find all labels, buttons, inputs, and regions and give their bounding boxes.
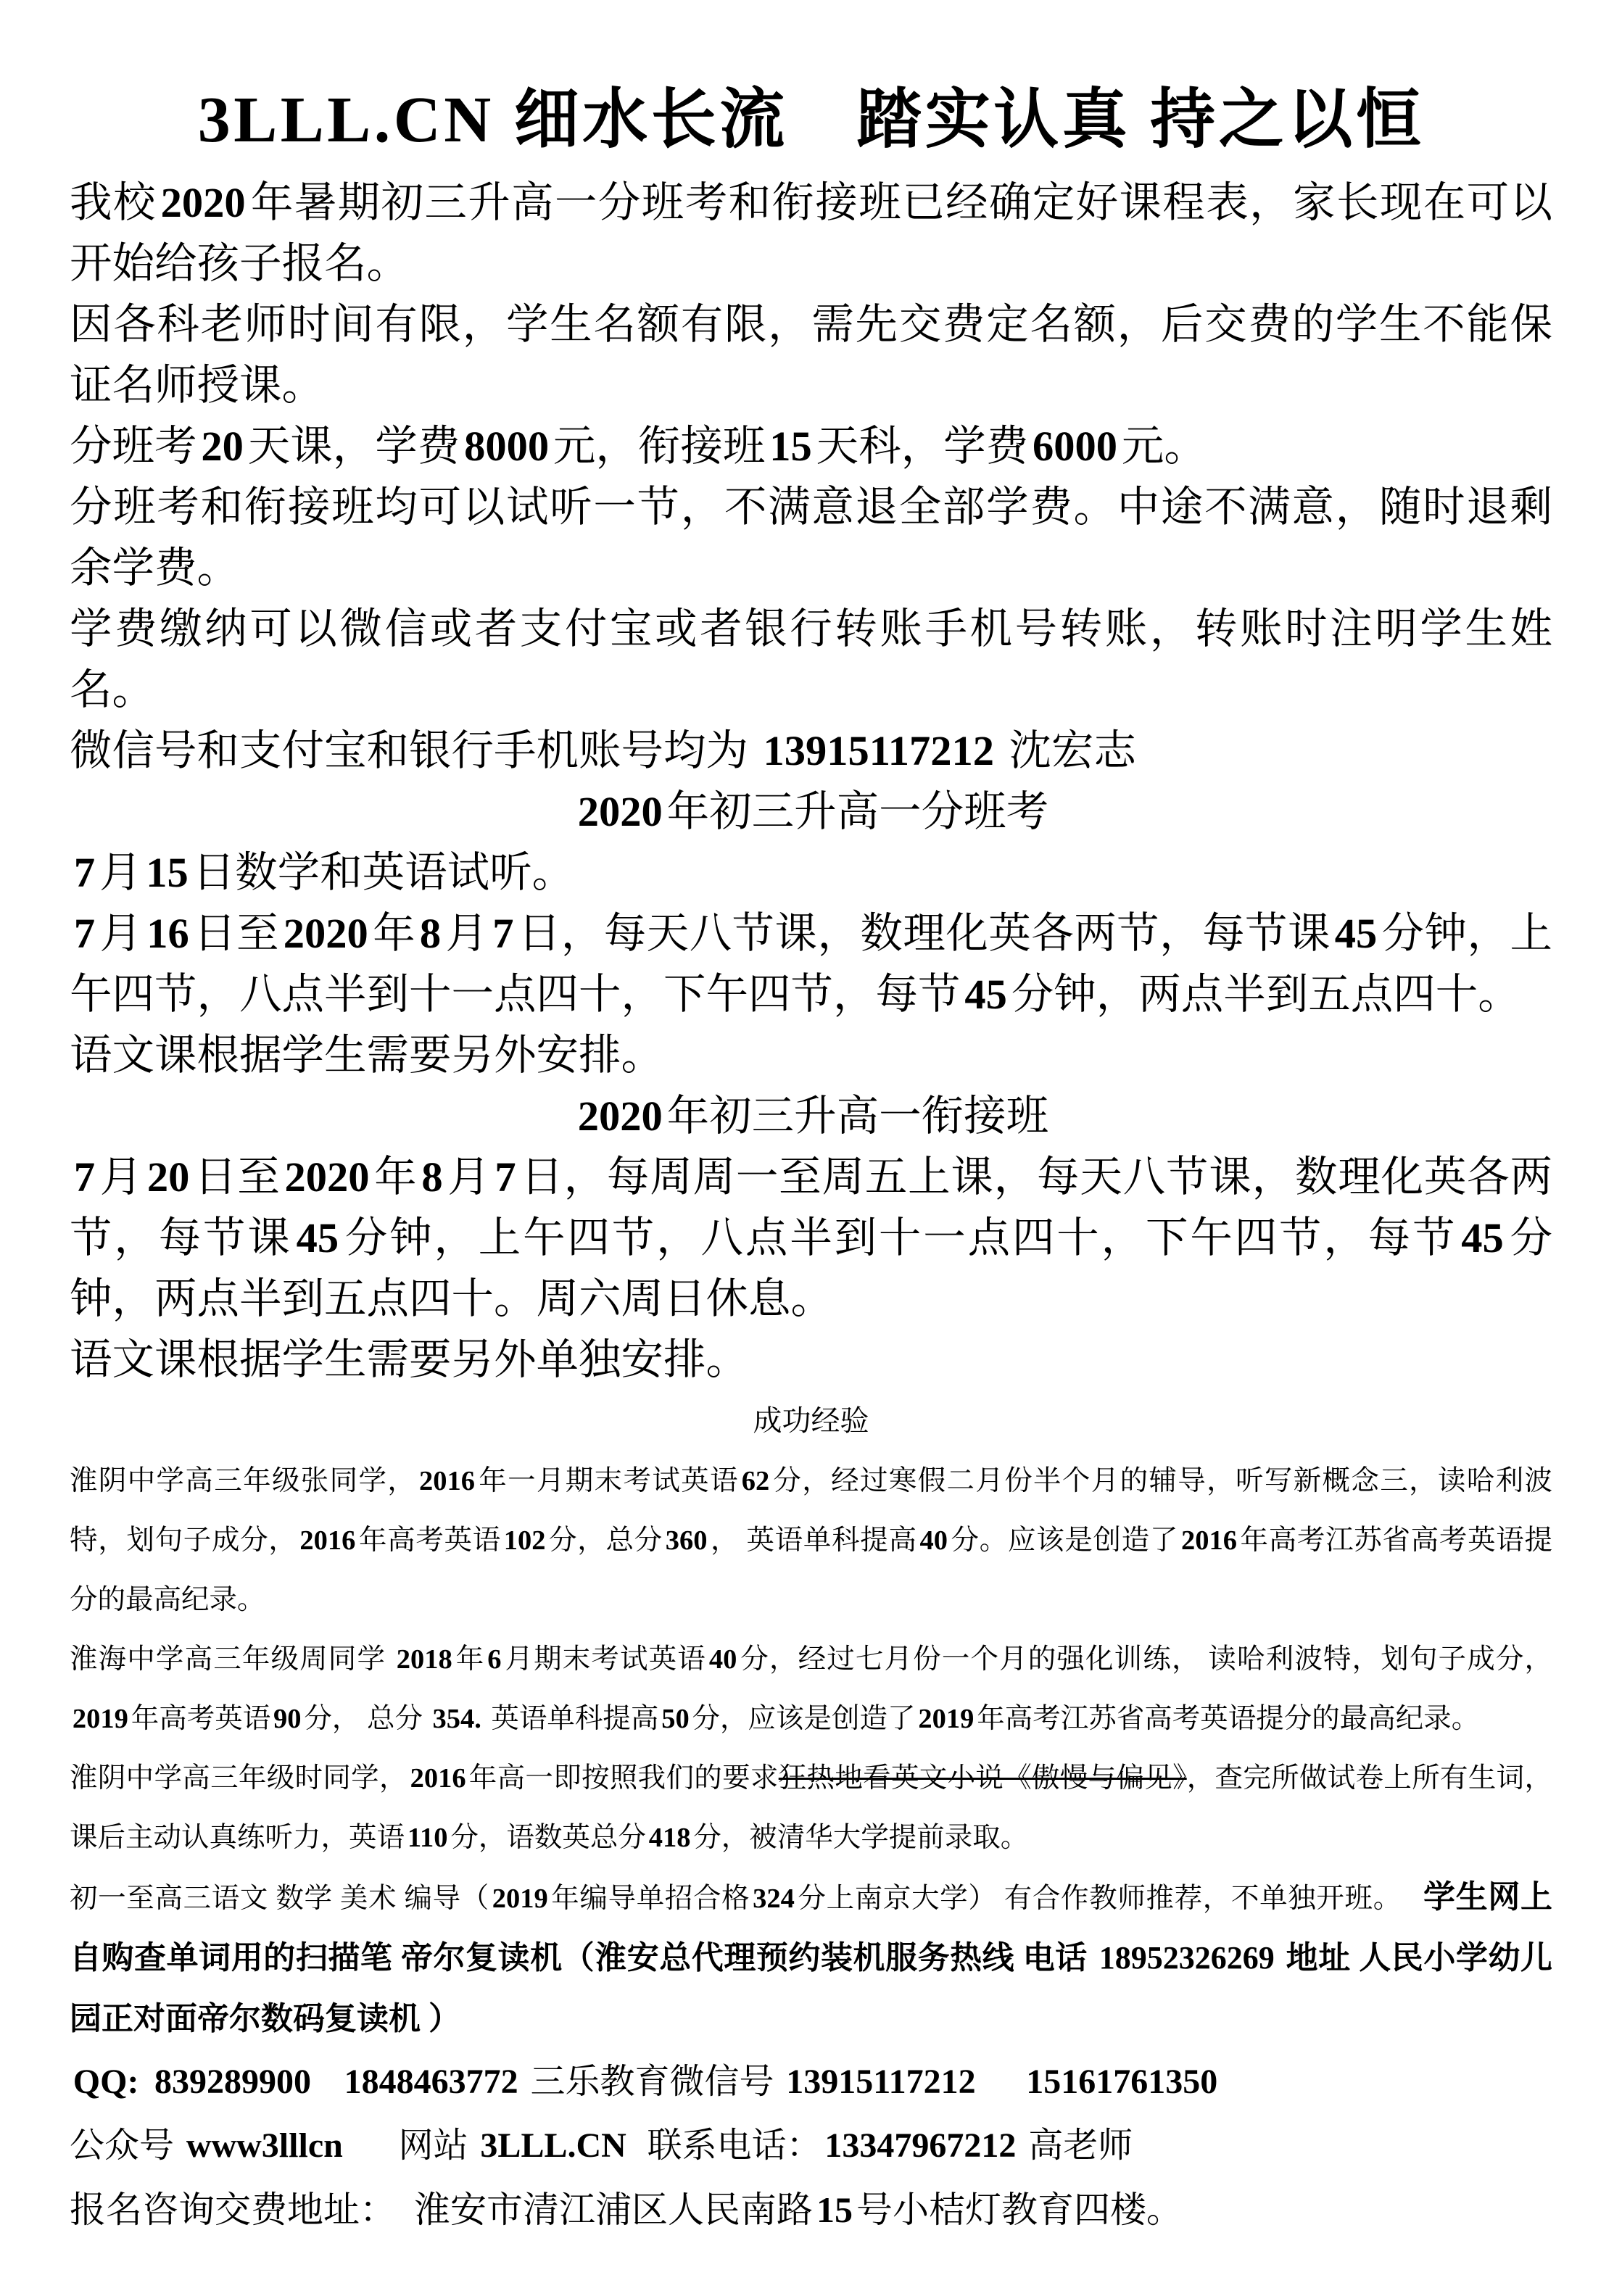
latin-number-run: 45	[964, 971, 1007, 1018]
latin-number-run: 2019	[918, 1704, 975, 1734]
text-run: 报名咨询交费地址： 淮安市清江浦区人民南路 15 号小桔灯教育四楼。	[70, 2189, 1183, 2230]
latin-number-run: 45	[1461, 1214, 1504, 1261]
text-run: 微信号和支付宝和银行手机账号均为 13915117212 沈宏志	[70, 727, 1136, 774]
latin-number-run: 13915117212	[763, 727, 995, 774]
text-run: 语文课根据学生需要另外安排。	[70, 1032, 664, 1079]
text-run: 淮阴中学高三年级张同学，2016年一月期末考试英语62分，经过寒假二月份半个月的辅导，听写新概念三，读哈利波特，划句子成分，2016年高考英语102分，总分360， 英语单科提高40分。应该是创造了2016年高考江苏省高考英语提分的最高纪录。	[70, 1466, 1552, 1615]
latin-number-run: 20	[146, 1153, 190, 1201]
success-story-1	[70, 1451, 1552, 1630]
latin-number-run: 418	[648, 1823, 691, 1853]
document-content	[70, 173, 1552, 2242]
text-run: 分班考20天课，学费8000元，衔接班15天科，学费6000元。	[70, 423, 1207, 470]
success-stories-heading	[70, 1391, 1552, 1451]
latin-number-run: 7	[73, 849, 96, 896]
struck-text-run: 狂热地看英文小说《傲慢与偏见》	[778, 1763, 1187, 1794]
text-run: 2020年初三升高一分班考	[577, 788, 1049, 835]
latin-number-run: 6	[487, 1644, 502, 1675]
latin-number-run: 6000	[1032, 423, 1117, 470]
latin-number-run: 2020	[577, 1093, 663, 1140]
intro-paragraph	[70, 173, 1552, 294]
text-run: 分班考和衔接班均可以试听一节，不满意退全部学费。中途不满意，随时退剩余学费。	[70, 484, 1552, 592]
text-run: QQ: 839289900 1848463772 三乐教育微信号 13915117212 15161761350	[73, 2063, 1218, 2101]
chinese-class-note-paragraph	[70, 1025, 1552, 1086]
latin-number-run: 7	[73, 1153, 96, 1201]
courses-and-products-paragraph	[70, 1868, 1552, 2050]
latin-number-run: QQ:	[73, 2063, 139, 2101]
latin-number-run: 40	[919, 1525, 948, 1556]
latin-number-run: 15161761350	[1026, 2063, 1218, 2101]
latin-number-run: 8	[419, 910, 442, 957]
text-run: 7月16日至2020年8月7日，每天八节课，数理化英各两节，每节课45分钟，上午四节，八点半到十一点四十，下午四节，每节45分钟，两点半到五点四十。	[70, 910, 1552, 1018]
latin-number-run: 3LLL.CN	[480, 2126, 626, 2165]
latin-number-run: 2019	[72, 1704, 128, 1734]
text-run: 初一至高三语文 数学 美术 编导（2019年编导单招合格324分上南京大学） 有合作教师推荐，不单独开班。	[70, 1883, 1424, 1914]
latin-number-run: 62	[741, 1466, 770, 1496]
text-run: 2020年初三升高一衔接班	[577, 1093, 1049, 1140]
latin-number-run: 7	[495, 1153, 516, 1201]
latin-number-run: 102	[503, 1525, 546, 1556]
text-run: 7月20日至2020年8月7日，每周周一至周五上课，每天八节课，数理化英各两节，每节课45分钟，上午四节，八点半到十一点四十，下午四节，每节45分钟，两点半到五点四十。周六周日休息。	[70, 1153, 1552, 1322]
latin-number-run: www3lllcn	[186, 2126, 343, 2165]
latin-number-run: 2018	[396, 1644, 452, 1675]
latin-number-run: 2020	[284, 1153, 370, 1201]
latin-number-run: 324	[753, 1883, 795, 1914]
latin-number-run: 18952326269	[1098, 1940, 1275, 1976]
latin-number-run: 50	[661, 1704, 690, 1734]
latin-number-run: 45	[1334, 910, 1378, 957]
page-title: 3LLL.CN 细水长流 踏实认真 持之以恒	[197, 84, 1425, 156]
latin-number-run: 2020	[160, 179, 246, 226]
latin-number-run: 2016	[1180, 1525, 1237, 1556]
latin-number-run: 90	[273, 1704, 302, 1734]
placement-schedule-paragraph	[70, 903, 1552, 1025]
text-run: 学费缴纳可以微信或者支付宝或者银行转账手机号转账，转账时注明学生姓名。	[70, 605, 1552, 713]
refund-paragraph	[70, 477, 1552, 599]
teacher-limit-paragraph	[70, 294, 1552, 416]
text-run: 成功经验	[753, 1404, 869, 1437]
bridge-schedule-paragraph	[70, 1147, 1552, 1330]
latin-number-run: 8	[421, 1153, 443, 1201]
address-line	[70, 2178, 1552, 2242]
latin-number-run: 2016	[299, 1525, 356, 1556]
success-story-2	[70, 1630, 1552, 1749]
latin-number-run: 839289900	[154, 2063, 312, 2101]
latin-number-run: 20	[201, 423, 244, 470]
text-run: 我校2020年暑期初三升高一分班考和衔接班已经确定好课程表，家长现在可以开始给孩子报名。	[70, 179, 1552, 287]
trial-date-paragraph	[70, 842, 1552, 903]
text-run: 淮阴中学高三年级时同学，2016年高一即按照我们的要求	[70, 1763, 779, 1794]
text-run: ，查完所做试卷上所有生词，课后主动认真练听力，英语110分，语数英总分418分，被清华大学提前录取。	[70, 1763, 1552, 1853]
latin-number-run: 7	[492, 910, 514, 957]
payment-method-paragraph	[70, 599, 1552, 721]
latin-number-run: 354.	[432, 1704, 481, 1734]
text-run: 语文课根据学生需要另外单独安排。	[70, 1336, 749, 1383]
latin-number-run: 40	[708, 1644, 737, 1675]
latin-number-run: 1848463772	[344, 2063, 518, 2101]
latin-number-run: 15	[146, 849, 189, 896]
latin-number-run: 15	[769, 423, 812, 470]
text-run: 公众号 www3lllcn 网站 3LLL.CN 联系电话：13347967212 高老师	[70, 2126, 1133, 2165]
latin-number-run: 45	[296, 1214, 339, 1261]
latin-number-run: 15	[816, 2189, 853, 2230]
bridge-class-heading	[70, 1086, 1552, 1147]
wechat-website-line	[70, 2114, 1552, 2178]
latin-number-run: 8000	[464, 423, 550, 470]
qq-contact-line	[70, 2050, 1552, 2114]
latin-number-run: 360	[665, 1525, 708, 1556]
latin-number-run: 2020	[283, 910, 368, 957]
text-run: 淮海中学高三年级周同学 2018年6月期末考试英语40分，经过七月份一个月的强化训练， 读哈利波特，划句子成分，2019年高考英语90分， 总分 354. 英语单科提高50分，应该是创造了2019年高考江苏省高考英语提分的最高纪录。	[70, 1644, 1552, 1734]
latin-number-run: 2016	[410, 1763, 466, 1794]
latin-number-run: 2016	[419, 1466, 476, 1496]
text-run: 7月15日数学和英语试听。	[73, 849, 575, 896]
text-run: 学生网上自购查单词用的扫描笔 帝尔复读机（淮安总代理预约装机服务热线 电话 18952326269 地址 人民小学幼儿园正对面帝尔数码复读机 ）	[70, 1879, 1552, 2036]
chinese-class-note2-paragraph	[70, 1330, 1552, 1391]
latin-number-run: 16	[146, 910, 189, 957]
placement-exam-heading	[70, 782, 1552, 842]
payment-account-paragraph	[70, 721, 1552, 782]
latin-number-run: 2020	[577, 788, 663, 835]
success-story-3	[70, 1749, 1552, 1868]
latin-number-run: 13347967212	[824, 2126, 1017, 2165]
latin-number-run: 7	[73, 910, 96, 957]
latin-number-run: 110	[407, 1823, 448, 1853]
latin-number-run: 2019	[492, 1883, 548, 1914]
latin-number-run: 13915117212	[786, 2063, 976, 2101]
tuition-paragraph	[70, 416, 1552, 477]
text-run: 因各科老师时间有限，学生名额有限，需先交费定名额，后交费的学生不能保证名师授课。	[70, 301, 1552, 409]
